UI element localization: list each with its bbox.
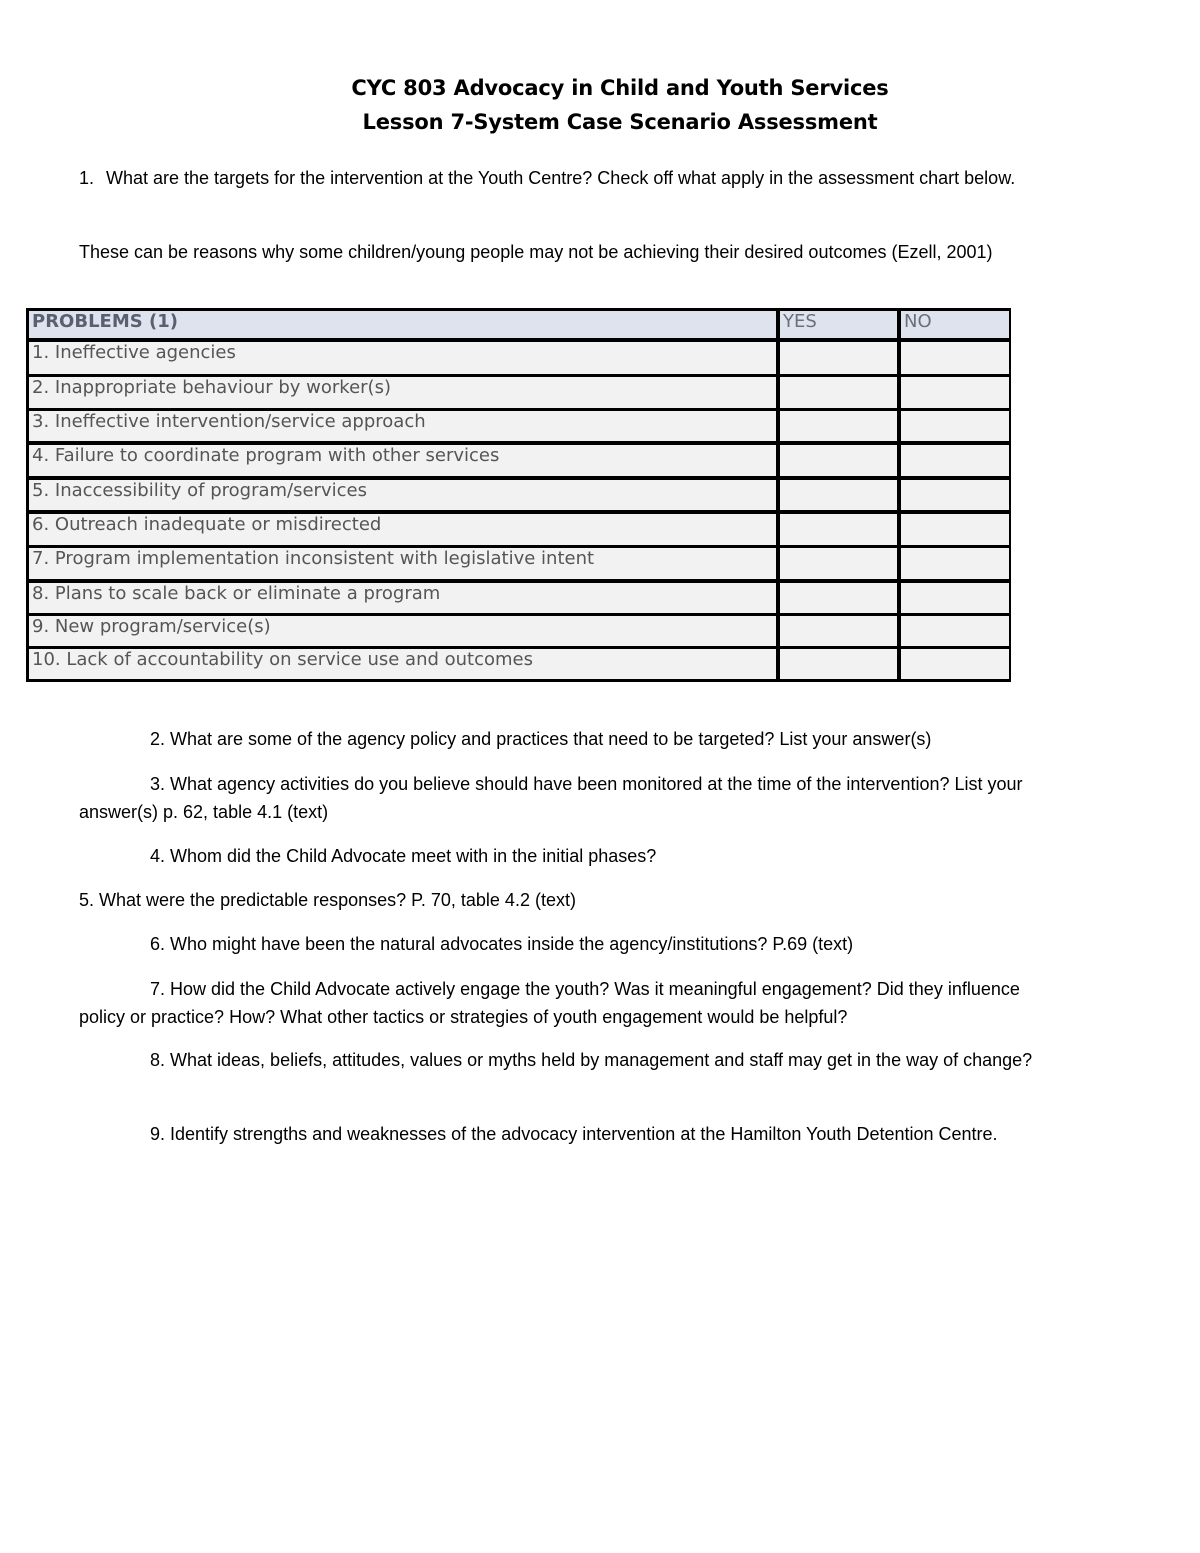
no-checkbox-cell[interactable] [901,480,1009,510]
header-yes: YES [780,311,897,338]
table-row [29,649,1008,679]
question-6: 6. Who might have been the natural advocates inside the agency/institutions? P.69 (text) [150,934,854,954]
question-5: 5. What were the predictable responses? P. 70, table 4.2 (text) [79,890,576,910]
table-row [29,616,1008,646]
yes-checkbox-cell[interactable] [780,480,897,510]
question-1-text: What are the targets for the intervention at the Youth Centre? Check off what apply in the assessment chart below. [106,168,1016,188]
reasons-paragraph: These can be reasons why some children/young people may not be achieving their desired outcomes (Ezell, 2001) [79,242,993,262]
problem-cell: 1. Ineffective agencies [29,342,776,374]
problem-cell: 8. Plans to scale back or eliminate a program [29,583,776,613]
yes-checkbox-cell[interactable] [780,411,897,441]
table-row [29,342,1008,374]
table-row [29,445,1008,476]
no-checkbox-cell[interactable] [901,411,1009,441]
problem-cell: 7. Program implementation inconsistent with legislative intent [29,548,776,579]
no-checkbox-cell[interactable] [901,616,1009,646]
no-checkbox-cell[interactable] [901,514,1009,545]
no-checkbox-cell[interactable] [901,445,1009,476]
table-row [29,583,1008,613]
document-subtitle: Lesson 7-System Case Scenario Assessment [362,110,878,134]
problem-cell: 5. Inaccessibility of program/services [29,480,776,510]
question-3: 3. What agency activities do you believe should have been monitored at the time of the intervention? List your answer(s) p. 62, table 4.1 (text) [79,774,1023,822]
yes-checkbox-cell[interactable] [780,649,897,679]
question-1-number: 1. [79,168,95,188]
problem-cell: 10. Lack of accountability on service use and outcomes [29,649,776,679]
no-checkbox-cell[interactable] [901,548,1009,579]
problem-cell: 2. Inappropriate behaviour by worker(s) [29,377,776,408]
table-header-row [29,311,1008,338]
yes-checkbox-cell[interactable] [780,583,897,613]
no-checkbox-cell[interactable] [901,342,1009,374]
question-1 [79,164,1069,192]
header-problems: PROBLEMS (1) [29,311,776,338]
table-row [29,377,1008,408]
yes-checkbox-cell[interactable] [780,445,897,476]
problem-cell: 9. New program/service(s) [29,616,776,646]
yes-checkbox-cell[interactable] [780,342,897,374]
no-checkbox-cell[interactable] [901,649,1009,679]
no-checkbox-cell[interactable] [901,583,1009,613]
question-2: 2. What are some of the agency policy and practices that need to be targeted? List your answer(s) [150,729,932,749]
yes-checkbox-cell[interactable] [780,616,897,646]
no-checkbox-cell[interactable] [901,377,1009,408]
table-row [29,411,1008,441]
document-title: CYC 803 Advocacy in Child and Youth Services [351,76,889,100]
table-row [29,548,1008,579]
table-row [29,480,1008,510]
question-4: 4. Whom did the Child Advocate meet with in the initial phases? [150,846,657,866]
question-9: 9. Identify strengths and weaknesses of the advocacy intervention at the Hamilton Youth Detention Centre. [150,1124,998,1144]
header-no: NO [901,311,1009,338]
problem-cell: 6. Outreach inadequate or misdirected [29,514,776,545]
question-8: 8. What ideas, beliefs, attitudes, values or myths held by management and staff may get in the way of change? [150,1050,1033,1070]
problem-cell: 3. Ineffective intervention/service approach [29,411,776,441]
yes-checkbox-cell[interactable] [780,548,897,579]
problem-cell: 4. Failure to coordinate program with other services [29,445,776,476]
question-7: 7. How did the Child Advocate actively engage the youth? Was it meaningful engagement? Did they influence policy or practice? How? What other tactics or strategies of youth engagement would be helpful? [79,979,1020,1027]
table-row [29,514,1008,545]
yes-checkbox-cell[interactable] [780,377,897,408]
yes-checkbox-cell[interactable] [780,514,897,545]
problems-table [26,308,1011,682]
